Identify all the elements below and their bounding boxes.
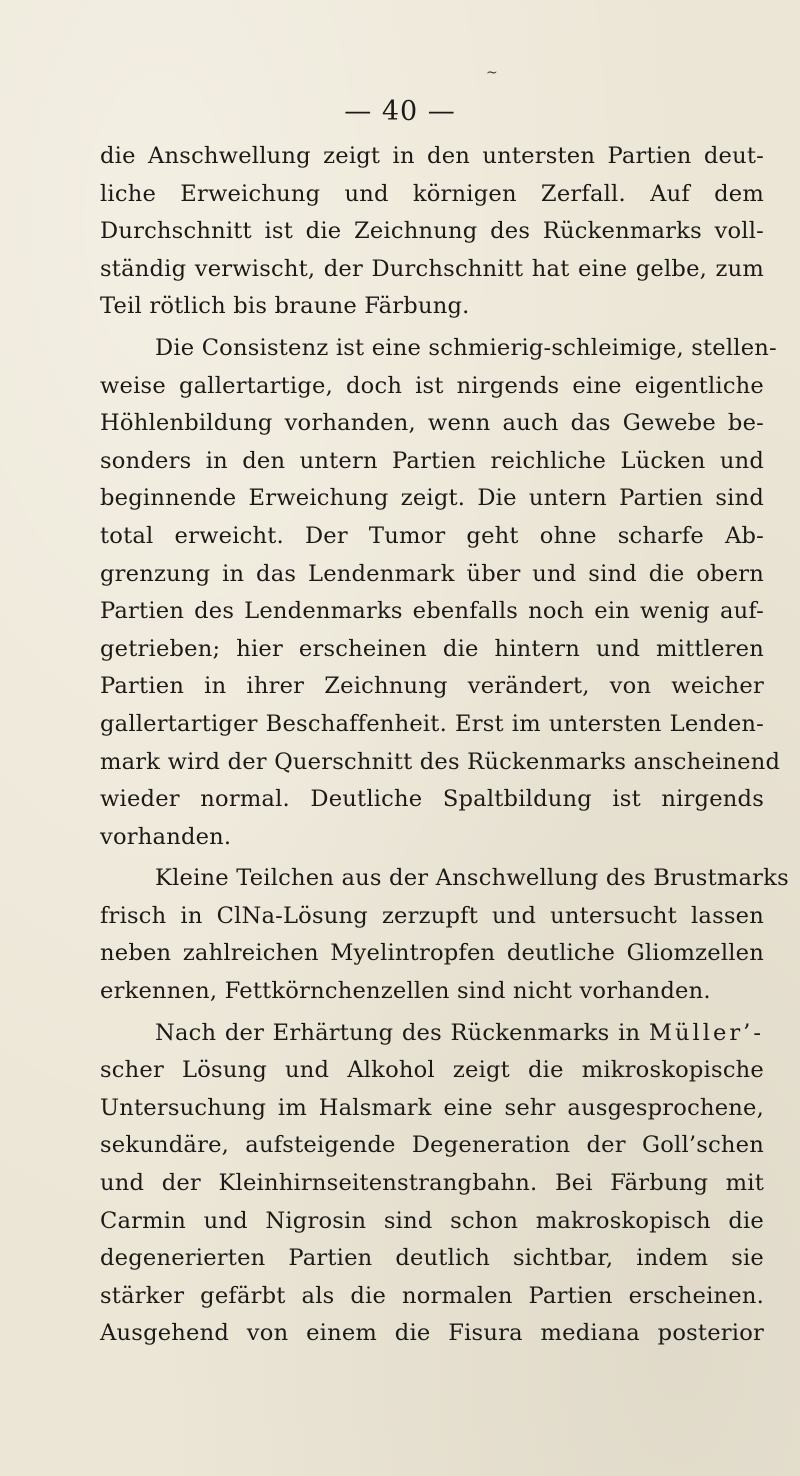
paragraph-3 — [100, 860, 789, 1010]
paragraph-1 — [100, 138, 764, 326]
paragraph-4 — [100, 1015, 764, 1353]
text-line: weise gallertartige, doch ist nirgends eine eigentliche — [100, 372, 764, 399]
text-line: scher Lösung und Alkohol zeigt die mikroskopische — [100, 1057, 764, 1084]
text-line: Teil rötlich bis braune Färbung. — [100, 293, 470, 320]
text-line: Die Consistenz ist eine schmierig-schleimige, stellen- — [155, 334, 777, 361]
text-line: total erweicht. Der Tumor geht ohne scharfe Ab- — [100, 522, 764, 549]
text-line: Ausgehend von einem die Fisura mediana posterior — [100, 1320, 764, 1347]
text-line: liche Erweichung und körnigen Zerfall. Auf dem — [100, 180, 764, 207]
text-line: erkennen, Fettkörnchenzellen sind nicht vorhanden. — [100, 978, 711, 1005]
text-line: getrieben; hier erscheinen die hintern und mittleren — [100, 635, 764, 662]
text-fragment: Nach der Erhärtung des Rückenmarks in — [155, 1019, 649, 1046]
text-line: gallertartiger Beschaffenheit. Erst im untersten Lenden- — [100, 710, 764, 737]
page-number: — 40 — — [344, 96, 456, 127]
text-line: sekundäre, aufsteigende Degeneration der Goll’schen — [100, 1132, 764, 1159]
text-line: stärker gefärbt als die normalen Partien erscheinen. — [100, 1282, 764, 1309]
author-name: Müller’- — [648, 1019, 764, 1046]
text-line: grenzung in das Lendenmark über und sind die obern — [100, 560, 764, 587]
text-line: ständig verwischt, der Durchschnitt hat eine gelbe, zum — [100, 255, 764, 282]
body-text — [100, 138, 789, 1353]
text-line: degenerierten Partien deutlich sichtbar, indem sie — [100, 1245, 764, 1272]
text-line: vorhanden. — [100, 823, 232, 850]
text-line: Durchschnitt ist die Zeichnung des Rückenmarks voll- — [100, 218, 764, 245]
text-line: frisch in ClNa-Lösung zerzupft und untersucht lassen — [100, 902, 764, 929]
text-line: Kleine Teilchen aus der Anschwellung des Brustmarks — [155, 865, 789, 892]
tilde-mark: ~ — [486, 65, 498, 81]
text-line: neben zahlreichen Myelintropfen deutliche Gliomzellen — [100, 940, 764, 967]
text-line-with-name — [100, 1015, 764, 1053]
text-line: und der Kleinhirnseitenstrangbahn. Bei Färbung mit — [100, 1170, 764, 1197]
text-line: die Anschwellung zeigt in den untersten Partien deut- — [100, 143, 764, 169]
text-line: Höhlenbildung vorhanden, wenn auch das Gewebe be- — [100, 410, 764, 437]
text-line: sonders in den untern Partien reichliche Lücken und — [100, 447, 764, 474]
text-line: mark wird der Querschnitt des Rückenmarks anscheinend — [100, 748, 781, 775]
text-line: wieder normal. Deutliche Spaltbildung ist nirgends — [100, 786, 764, 813]
text-line: beginnende Erweichung zeigt. Die untern Partien sind — [100, 485, 764, 512]
paragraph-2 — [100, 330, 781, 856]
text-line: Untersuchung im Halsmark eine sehr ausgesprochene, — [100, 1094, 764, 1121]
text-line: Partien des Lendenmarks ebenfalls noch ein wenig auf- — [100, 598, 764, 625]
text-line: Partien in ihrer Zeichnung verändert, von weicher — [100, 673, 764, 700]
text-line: Carmin und Nigrosin sind schon makroskopisch die — [100, 1207, 764, 1234]
